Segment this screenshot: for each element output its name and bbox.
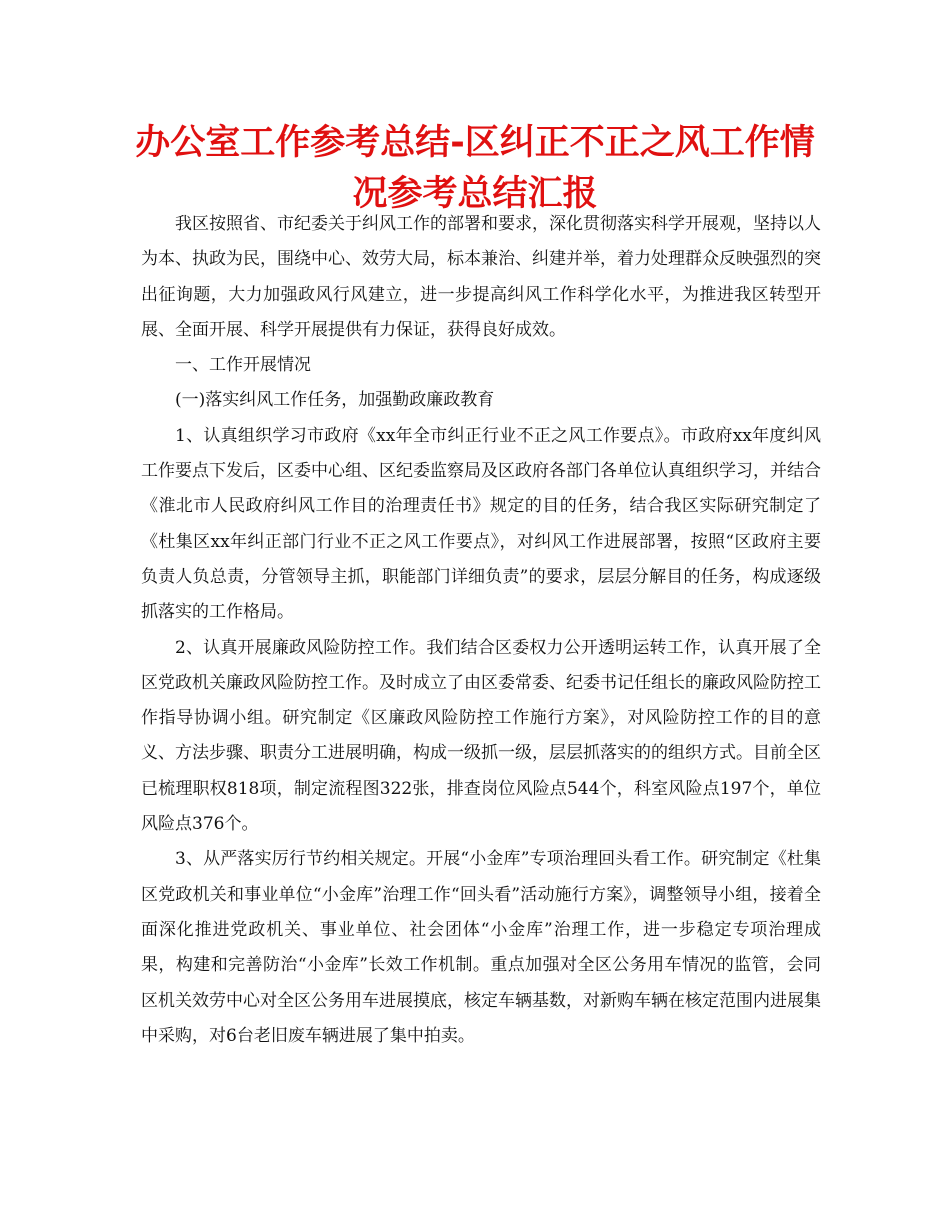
paragraph-item-2: 2、认真开展廉政风险防控工作。我们结合区委权力公开透明运转工作，认真开展了全区党政机关廉政风险防控工作。及时成立了由区委常委、纪委书记任组长的廉政风险防控工作指导协调小组。研究制定《区廉政风险防控工作施行方案》，对风险防控工作的目的意义、方法步骤、职责分工进展明确，构成一级抓一级，层层抓落实的的组织方式。目前全区已梳理职权818项，制定流程图322张，排查岗位风险点544个，科室风险点197个，单位风险点376个。 [141,637,821,835]
document-body [141,207,821,1054]
section-heading: 一、工作开展情况 [175,355,311,376]
subsection-heading: (一)落实纠风工作任务，加强勤政廉政教育 [175,390,495,411]
paragraph-intro: 我区按照省、市纪委关于纠风工作的部署和要求，深化贯彻落实科学开展观，坚持以人为本、执政为民，围绕中心、效劳大局，标本兼治、纠建并举，着力处理群众反映强烈的突出征询题，大力加强政风行风建立，进一步提高纠风工作科学化水平，为推进我区转型开展、全面开展、科学开展提供有力保证，获得良好成效。 [141,214,821,340]
document-title: 办公室工作参考总结-区纠正不正之风工作情况参考总结汇报 [135,123,815,214]
paragraph-item-3: 3、从严落实厉行节约相关规定。开展“小金库”专项治理回头看工作。研究制定《杜集区党政机关和事业单位“小金库”治理工作“回头看”活动施行方案》，调整领导小组，接着全面深化推进党政机关、事业单位、社会团体“小金库”治理工作，进一步稳定专项治理成果，构建和完善防治“小金库”长效工作机制。重点加强对全区公务用车情况的监管，会同区机关效劳中心对全区公务用车进展摸底，核定车辆基数，对新购车辆在核定范围内进展集中采购，对6台老旧废车辆进展了集中拍卖。 [141,849,821,1046]
paragraph-item-1: 1、认真组织学习市政府《xx年全市纠正行业不正之风工作要点》。市政府xx年度纠风工作要点下发后，区委中心组、区纪委监察局及区政府各部门各单位认真组织学习，并结合《淮北市人民政府纠风工作目的治理责任书》规定的目的任务，结合我区实际研究制定了《杜集区xx年纠正部门行业不正之风工作要点》，对纠风工作进展部署，按照“区政府主要负责人负总责，分管领导主抓，职能部门详细负责”的要求，层层分解目的任务，构成逐级抓落实的工作格局。 [141,425,821,623]
